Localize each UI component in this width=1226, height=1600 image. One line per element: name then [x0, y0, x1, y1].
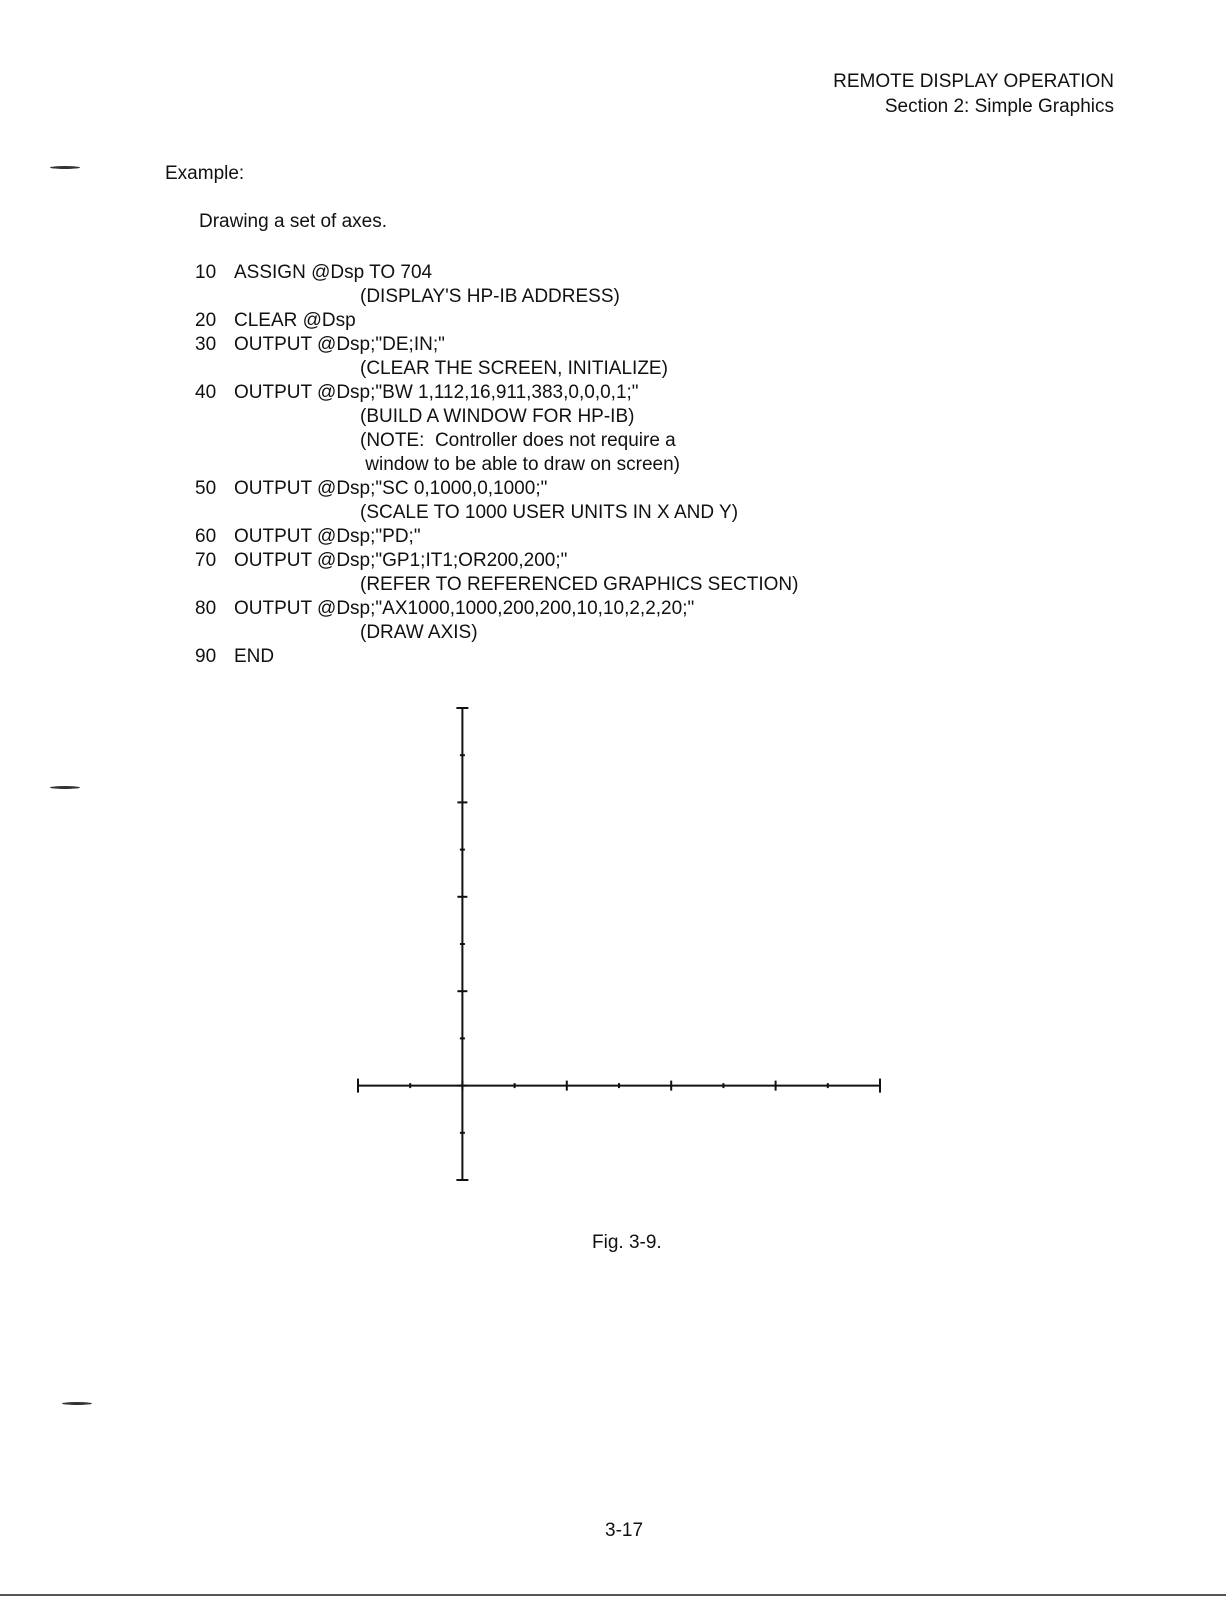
line-number: 20 — [195, 310, 217, 331]
code-comment: (CLEAR THE SCREEN, INITIALIZE) — [360, 358, 668, 379]
code-statement: OUTPUT @Dsp;"DE;IN;" — [234, 334, 445, 355]
line-number: 70 — [195, 550, 217, 571]
bottom-rule — [0, 1594, 1226, 1596]
line-number: 30 — [195, 334, 217, 355]
code-statement: OUTPUT @Dsp;"BW 1,112,16,911,383,0,0,0,1;" — [234, 382, 639, 403]
line-number: 60 — [195, 526, 217, 547]
code-comment: (DISPLAY'S HP-IB ADDRESS) — [360, 286, 620, 307]
margin-mark — [62, 1402, 92, 1405]
code-statement: OUTPUT @Dsp;"SC 0,1000,0,1000;" — [234, 478, 548, 499]
code-statement: OUTPUT @Dsp;"GP1;IT1;OR200,200;" — [234, 550, 568, 571]
code-comment: window to be able to draw on screen) — [360, 454, 681, 475]
figure-caption: Fig. 3-9. — [592, 1232, 662, 1253]
code-comment: (REFER TO REFERENCED GRAPHICS SECTION) — [360, 574, 799, 595]
line-number: 50 — [195, 478, 217, 499]
line-number: 80 — [195, 598, 217, 619]
page-number: 3-17 — [605, 1520, 644, 1541]
code-statement: OUTPUT @Dsp;"PD;" — [234, 526, 421, 547]
code-comment: (DRAW AXIS) — [360, 622, 478, 643]
line-number: 40 — [195, 382, 217, 403]
code-comment: (NOTE: Controller does not require a — [360, 430, 676, 451]
example-label: Example: — [165, 163, 245, 184]
line-number: 90 — [195, 646, 217, 667]
code-comment: (BUILD A WINDOW FOR HP-IB) — [360, 406, 635, 427]
code-comment: (SCALE TO 1000 USER UNITS IN X AND Y) — [360, 502, 739, 523]
code-statement: CLEAR @Dsp — [234, 310, 356, 331]
line-number: 10 — [195, 262, 217, 283]
header-title: REMOTE DISPLAY OPERATION — [833, 71, 1114, 92]
code-statement: END — [234, 646, 275, 667]
code-statement: OUTPUT @Dsp;"AX1000,1000,200,200,10,10,2,2,20;" — [234, 598, 695, 619]
code-statement: ASSIGN @Dsp TO 704 — [234, 262, 433, 283]
example-intro: Drawing a set of axes. — [199, 211, 387, 232]
header-subtitle: Section 2: Simple Graphics — [884, 96, 1114, 117]
